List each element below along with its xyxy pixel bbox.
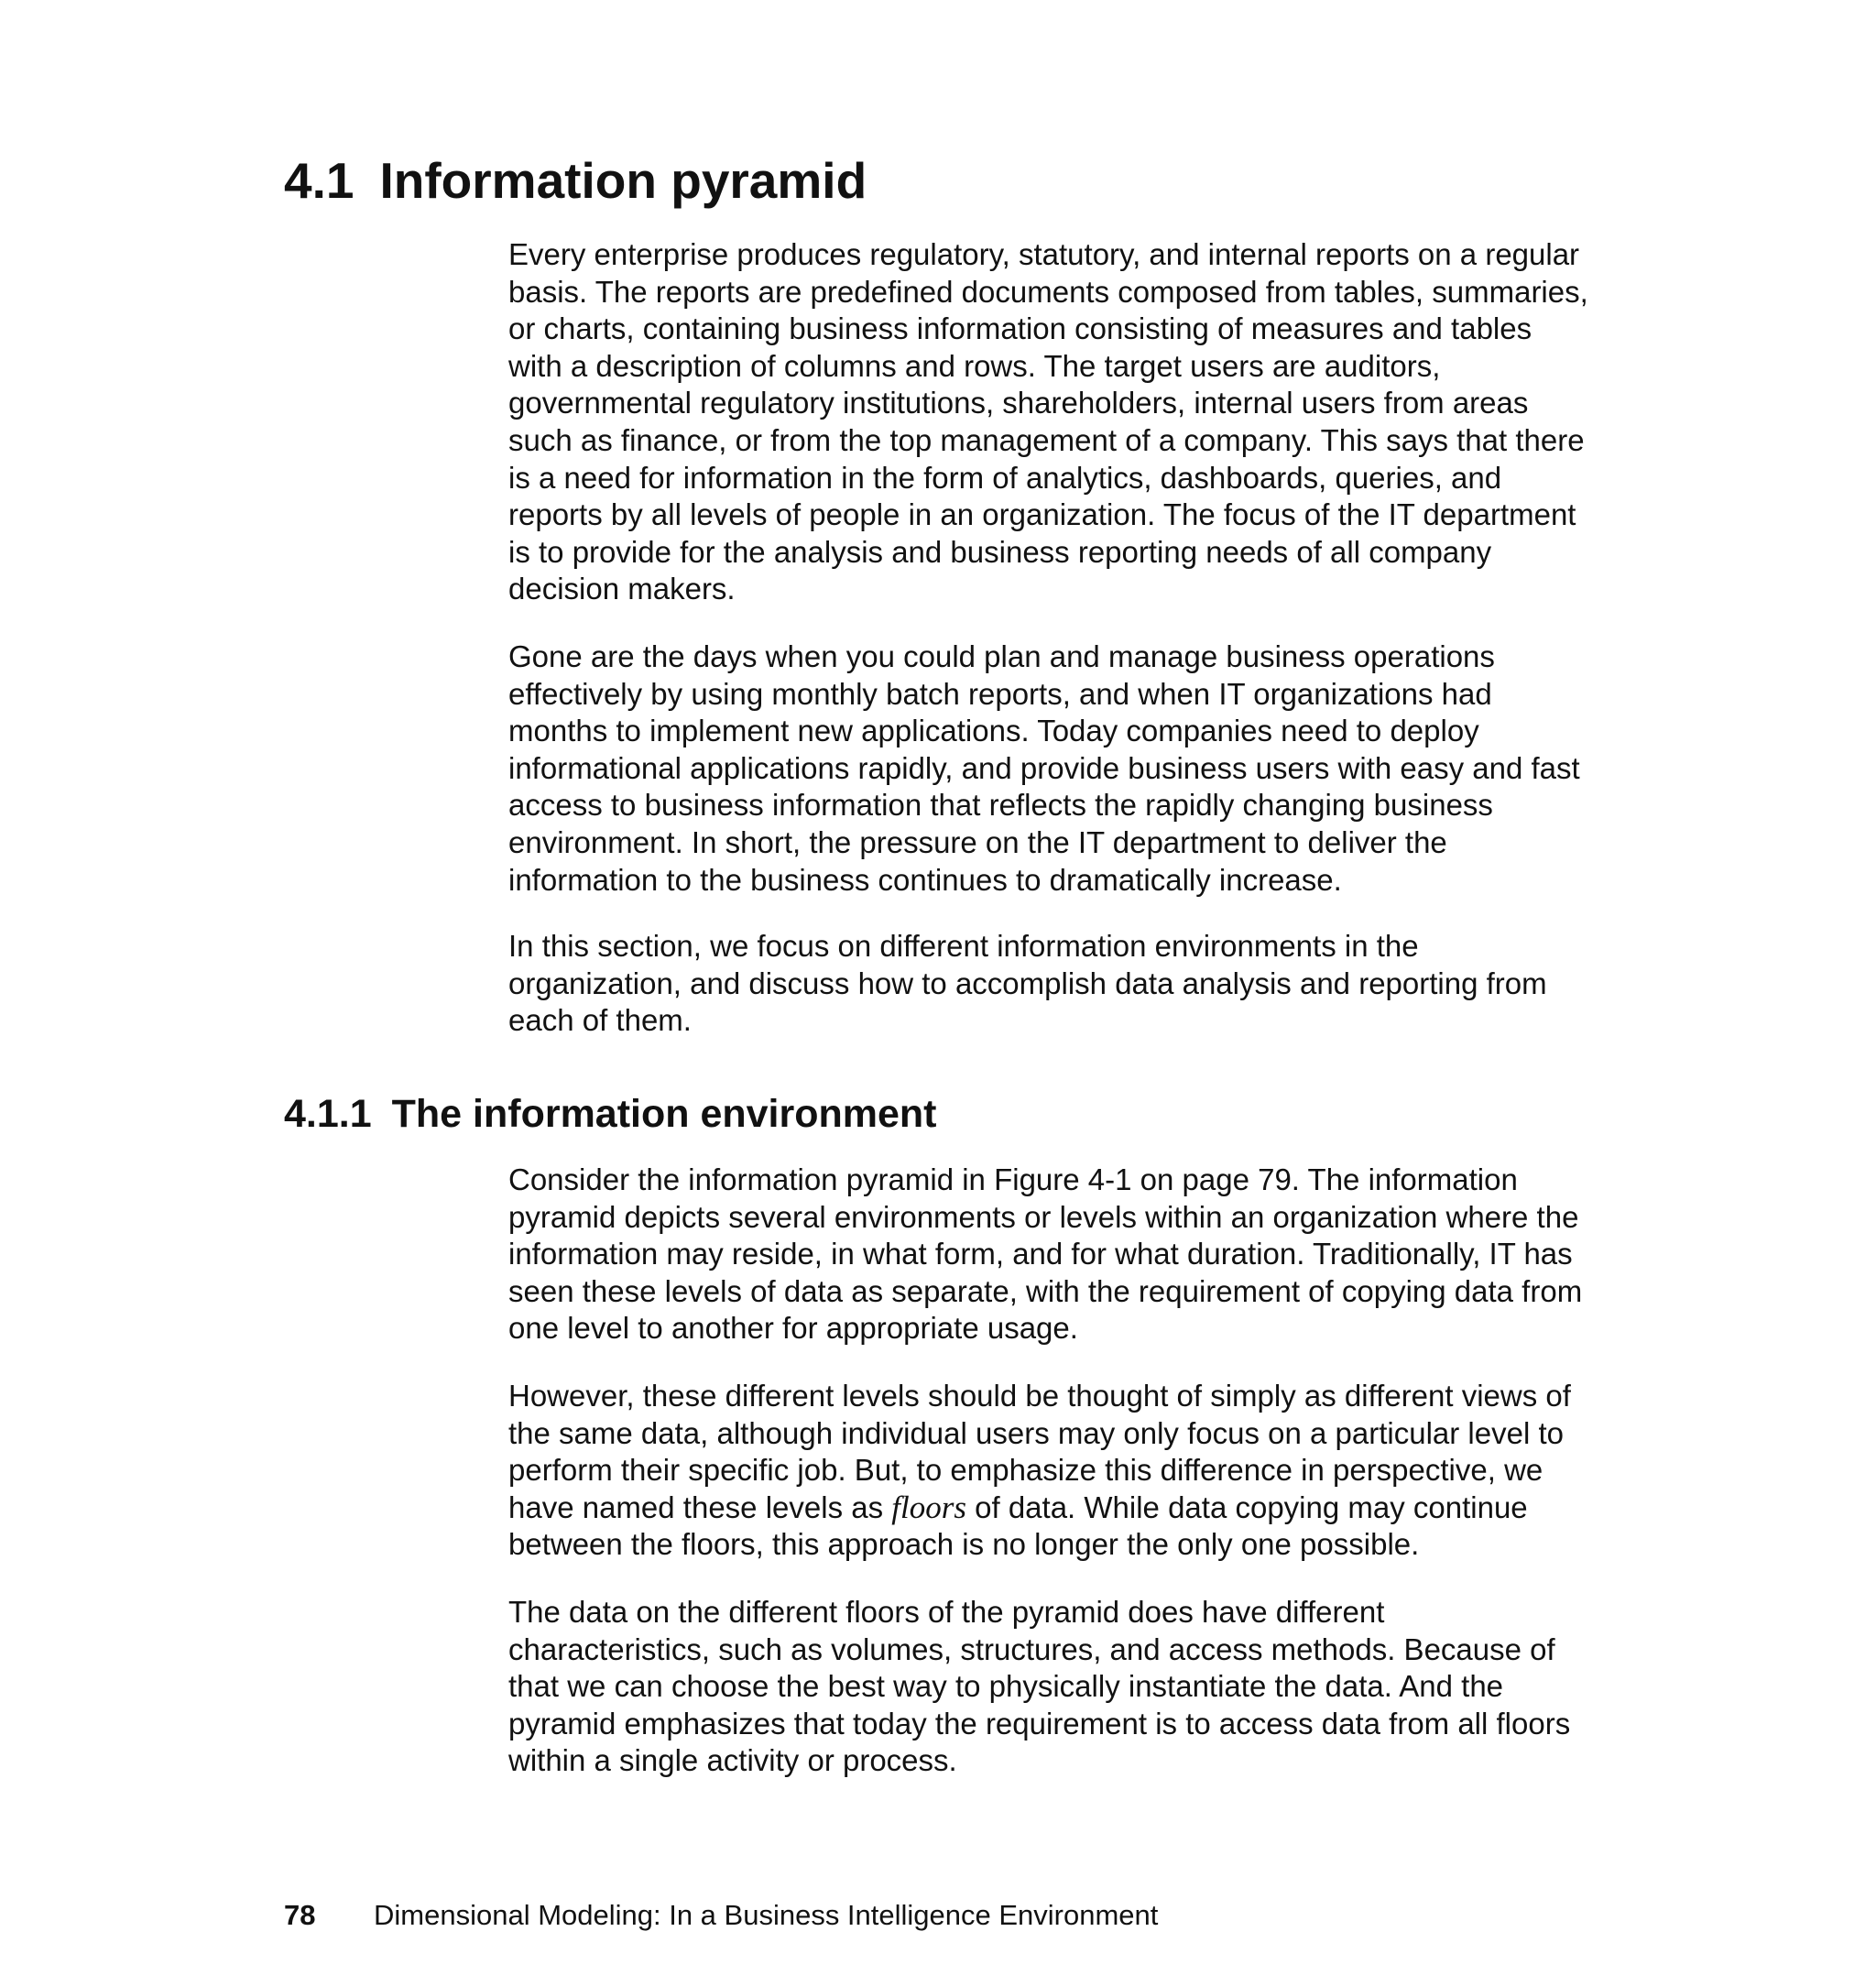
- text-line: seen these levels of data as separate, with the requirement of copying data from: [508, 1273, 1583, 1308]
- text-fragment: have named these levels as: [508, 1490, 892, 1524]
- text-line: effectively by using monthly batch reports, and when IT organizations had: [508, 676, 1492, 711]
- text-line: within a single activity or process.: [508, 1743, 957, 1778]
- text-line: that we can choose the best way to physically instantiate the data. And the: [508, 1669, 1504, 1704]
- text-line: In this section, we focus on different information environments in the: [508, 929, 1419, 963]
- text-line: is a need for information in the form of analytics, dashboards, queries, and: [508, 460, 1502, 495]
- emphasized-term: floors: [891, 1489, 966, 1525]
- paragraph-in-this-section: [508, 928, 1608, 1040]
- subsection-number: 4.1.1: [284, 1092, 372, 1136]
- text-line: The data on the different floors of the pyramid does have different: [508, 1595, 1385, 1629]
- text-line: pyramid emphasizes that today the requirement is to access data from all floors: [508, 1706, 1571, 1740]
- text-line: is to provide for the analysis and business reporting needs of all company: [508, 534, 1492, 569]
- text-line: Gone are the days when you could plan and manage business operations: [508, 639, 1495, 673]
- text-line: the same data, although individual users may only focus on a particular level to: [508, 1415, 1564, 1450]
- text-line: one level to another for appropriate usage.: [508, 1311, 1078, 1346]
- section-number: 4.1: [284, 152, 354, 209]
- text-line: environment. In short, the pressure on the IT department to deliver the: [508, 824, 1447, 859]
- page-number: 78: [284, 1899, 316, 1931]
- text-line: each of them.: [508, 1003, 692, 1038]
- section-heading: [284, 151, 867, 210]
- text-line: basis. The reports are predefined documents composed from tables, summaries,: [508, 274, 1588, 309]
- text-line: such as finance, or from the top management of a company. This says that there: [508, 422, 1585, 457]
- text-line: decision makers.: [508, 572, 736, 606]
- text-line: organization, and discuss how to accomplish data analysis and reporting from: [508, 966, 1547, 1000]
- paragraph-data-floors: [508, 1594, 1608, 1780]
- text-line: access to business information that reflects the rapidly changing business: [508, 788, 1493, 823]
- subsection-heading: [284, 1092, 937, 1137]
- text-line: Every enterprise produces regulatory, statutory, and internal reports on a regular: [508, 237, 1580, 271]
- text-fragment: of data. While data copying may continue: [965, 1490, 1528, 1524]
- text-line-with-emphasis: [508, 1490, 1608, 1527]
- text-line: with a description of columns and rows. The target users are auditors,: [508, 348, 1441, 383]
- page-footer: [284, 1899, 1158, 1932]
- text-line: reports by all levels of people in an organization. The focus of the IT department: [508, 497, 1576, 532]
- text-line: perform their specific job. But, to emphasize this difference in perspective, we: [508, 1453, 1543, 1488]
- subsection-title: The information environment: [391, 1092, 937, 1136]
- text-line: However, these different levels should be thought of simply as different views of: [508, 1379, 1571, 1413]
- text-line: characteristics, such as volumes, structures, and access methods. Because of: [508, 1631, 1555, 1666]
- paragraph-consider-pyramid: [508, 1162, 1608, 1348]
- text-line: Consider the information pyramid in Figure 4-1 on page 79. The information: [508, 1162, 1518, 1196]
- paragraph-gone-are-the-days: [508, 638, 1608, 899]
- paragraph-however: [508, 1378, 1608, 1564]
- text-line: months to implement new applications. Today companies need to deploy: [508, 714, 1479, 748]
- text-line: between the floors, this approach is no longer the only one possible.: [508, 1527, 1420, 1562]
- text-line: information to the business continues to dramatically increase.: [508, 862, 1342, 897]
- text-line: governmental regulatory institutions, shareholders, internal users from areas: [508, 386, 1529, 420]
- section-title: Information pyramid: [379, 152, 867, 209]
- text-line: information may reside, in what form, and for what duration. Traditionally, IT has: [508, 1237, 1573, 1271]
- book-title: Dimensional Modeling: In a Business Intelligence Environment: [374, 1899, 1159, 1931]
- text-line: pyramid depicts several environments or levels within an organization where the: [508, 1199, 1579, 1234]
- text-line: informational applications rapidly, and provide business users with easy and fast: [508, 750, 1580, 785]
- paragraph-intro: [508, 236, 1608, 608]
- text-line: or charts, containing business information consisting of measures and tables: [508, 311, 1532, 346]
